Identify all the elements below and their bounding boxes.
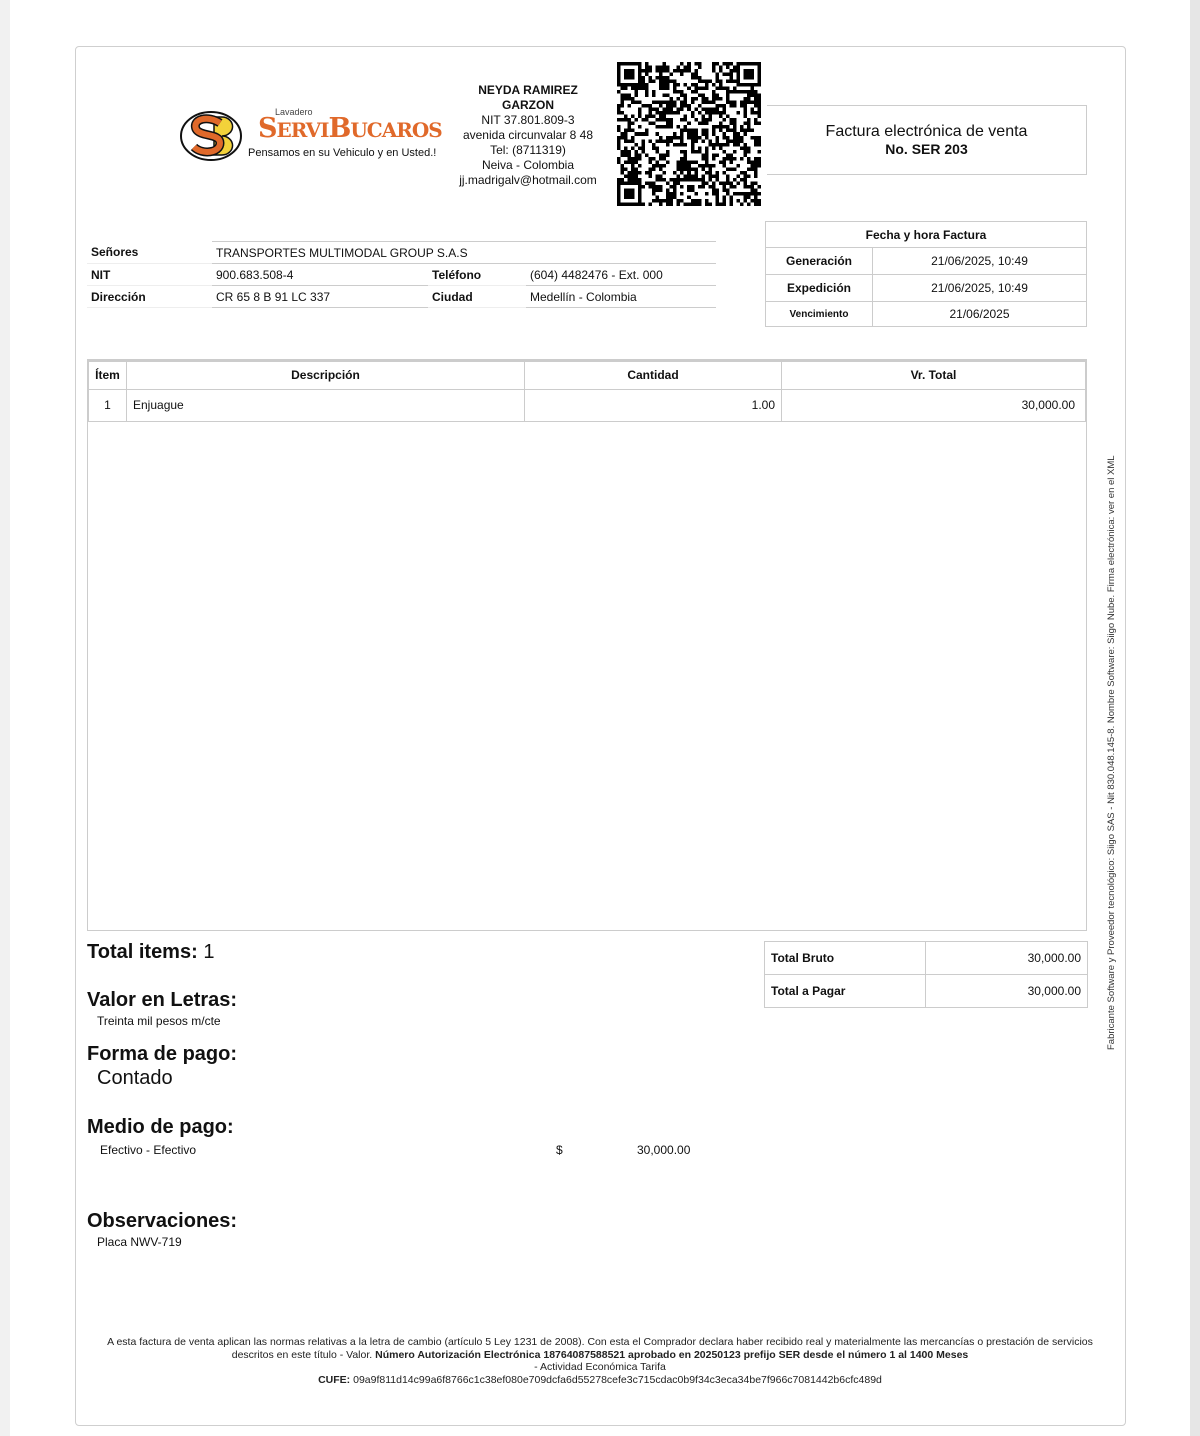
invoice-title: Factura electrónica de venta [825, 123, 1028, 140]
total-items: Total items: 1 [87, 941, 215, 963]
medio-value: Efectivo - Efectivo [100, 1143, 197, 1157]
invoice-number: No. SER 203 [885, 141, 968, 157]
software-provider-note: Fabricante Software y Proveedor tecnológico: Siigo SAS - Nit 830.048.145-8. Nombre Software: Siigo Nube. Firma electrónica: ver en el XML [1106, 455, 1117, 1050]
letras-label: Valor en Letras: [87, 989, 238, 1011]
table-row: 1 Enjuague 1.00 30,000.00 [89, 389, 1086, 421]
slogan: Pensamos en su Vehiculo y en Usted.! [248, 147, 437, 159]
brand-name: SERVIBUCAROS [258, 113, 442, 144]
viewer-scrollbar[interactable] [1190, 0, 1200, 1436]
medio-currency: $ [556, 1143, 563, 1157]
company-logo: Lavadero SERVIBUCAROS Pensamos en su Vehiculo y en Usted.! [180, 105, 440, 165]
items-table: Ítem Descripción Cantidad Vr. Total 1 Enjuague 1.00 30,000.00 [87, 359, 1087, 931]
invoice-title-box [767, 105, 1087, 175]
obs-value: Placa NWV-719 [97, 1235, 182, 1249]
forma-value: Contado [97, 1067, 173, 1089]
sb-logo-icon [180, 109, 244, 165]
qr-code [617, 62, 761, 206]
customer-table: Señores TRANSPORTES MULTIMODAL GROUP S.A.S NIT 900.683.508-4 Teléfono (604) 4482476 - Ext. 000 Dirección CR 65 8 B 91 LC 337 Ciudad Medellín - Colombia [87, 241, 716, 308]
forma-label: Forma de pago: [87, 1043, 238, 1065]
medio-amount: 30,000.00 [637, 1143, 691, 1157]
dates-table: Fecha y hora Factura Generación 21/06/2025, 10:49 Expedición 21/06/2025, 10:49 Vencimiento 21/06/2025 [765, 221, 1087, 327]
issuer-info: NEYDA RAMIREZ GARZON NIT 37.801.809-3 avenida circunvalar 8 48 Tel: (8711319) Neiva - Colombia jj.madrigalv@hotmail.com [459, 83, 597, 187]
obs-label: Observaciones: [87, 1210, 238, 1232]
letras-value: Treinta mil pesos m/cte [97, 1014, 221, 1028]
totals-table: Total Bruto 30,000.00 Total a Pagar 30,000.00 [764, 941, 1088, 1008]
legal-footer: A esta factura de venta aplican las normas relativas a la letra de cambio (artículo 5 Ley 1231 de 2008). Con esta el Comprador declara haber recibido real y materialmente las mercancías o prestación de servicios descritos en este título - Valor. Número Autorización Electrónica 18764087588521 aprobado en 20250123 prefijo SER desde el número 1 al 1400 Meses - Actividad Económica Tarifa CUFE: 09a9f811d14c99a6f8766c1c38ef080e709dcfa6d55278cefe3c715cdac0b9f34c3eca34be7f966c7081442b6cfc489d [107, 1336, 1093, 1386]
medio-label: Medio de pago: [87, 1116, 234, 1138]
viewer-edge-left [0, 0, 10, 1436]
